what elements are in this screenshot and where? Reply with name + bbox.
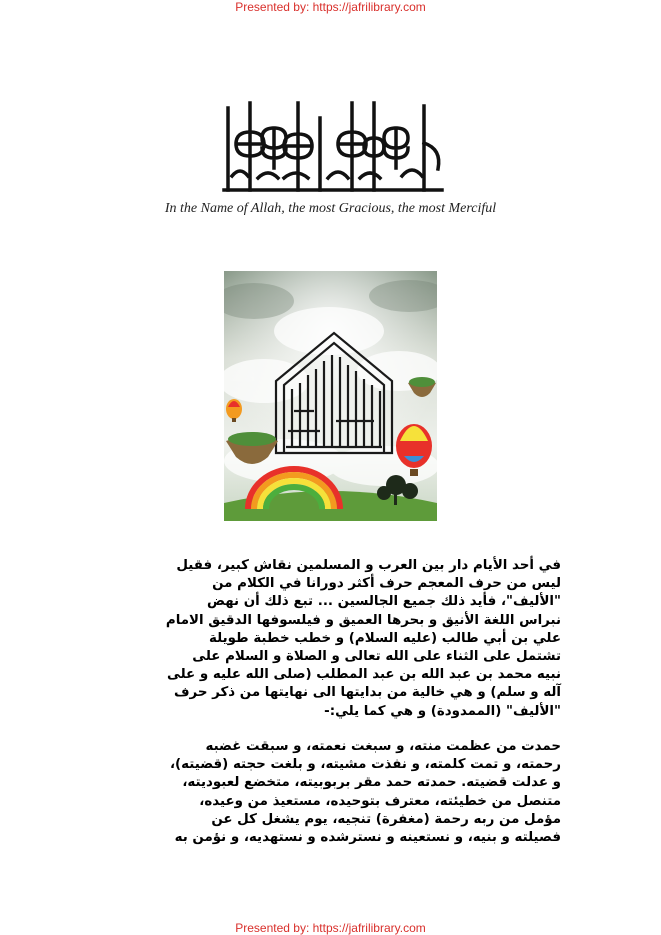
- basmala-calligraphy-icon: [210, 98, 452, 198]
- text-line: ليس من حرف المعجم حرف أكثر دورانا في الكلام من: [212, 576, 561, 592]
- text-line: "الأليف" (الممدودة) و هي كما يلي:-: [324, 703, 561, 719]
- text-line: متنصل من خطيئته، معترف بتوحيده، مستعيذ من وعيده،: [199, 793, 561, 809]
- footer-presented-by[interactable]: Presented by: https://jafrilibrary.com: [235, 921, 426, 935]
- text-line: تشتمل على الثناء على الله تعالى و الصلاة و السلام على: [192, 649, 561, 665]
- text-line: نبيه محمد بن عبد الله بن عبد المطلب (صلى الله عليه و على: [167, 667, 561, 683]
- text-line: آله و سلم) و هي خالية من بدايتها الى نهايتها من ذكر حرف: [173, 685, 561, 701]
- text-line: حمدت من عظمت منته، و سبغت نعمته، و سبقت غضبه: [205, 739, 561, 754]
- basmala-translation: In the Name of Allah, the most Gracious, the most Merciful: [164, 201, 497, 216]
- text-line: علي بن أبي طالب (عليه السلام) و خطب خطبة طويلة: [209, 630, 561, 646]
- text-line: فصيلته و بنيه، و نستعينه و نسترشده و نستهديه، و نؤمن به: [174, 830, 561, 846]
- text-line: نبراس اللغة الأنيق و بحرها العميق و فيلسوفها الدقيق الامام: [165, 612, 561, 628]
- text-line: في أحد الأيام دار بين العرب و المسلمين نقاش كبير، فقيل: [176, 558, 561, 573]
- text-line: رحمته، و تمت كلمته، و نفذت مشيته، و بلغت حجته (قضيته)،: [169, 757, 561, 773]
- text-line: "الأليف"، فأيد ذلك جميع الجالسين ... تبع ذلك أن نهض: [206, 594, 561, 610]
- header-presented-by[interactable]: Presented by: https://jafrilibrary.com: [235, 0, 426, 14]
- text-line: و عدلت قضيته. حمدته حمد مقر بربوبيته، متخضع لعبوديته،: [182, 775, 561, 791]
- kufic-illustration-icon: [224, 271, 437, 521]
- body-paragraph-2: [170, 738, 561, 847]
- body-paragraph-1: [166, 557, 561, 721]
- text-line: مؤمل من ربه رحمة (مغفرة) تنجيه، يوم يشغل كل عن: [211, 811, 561, 827]
